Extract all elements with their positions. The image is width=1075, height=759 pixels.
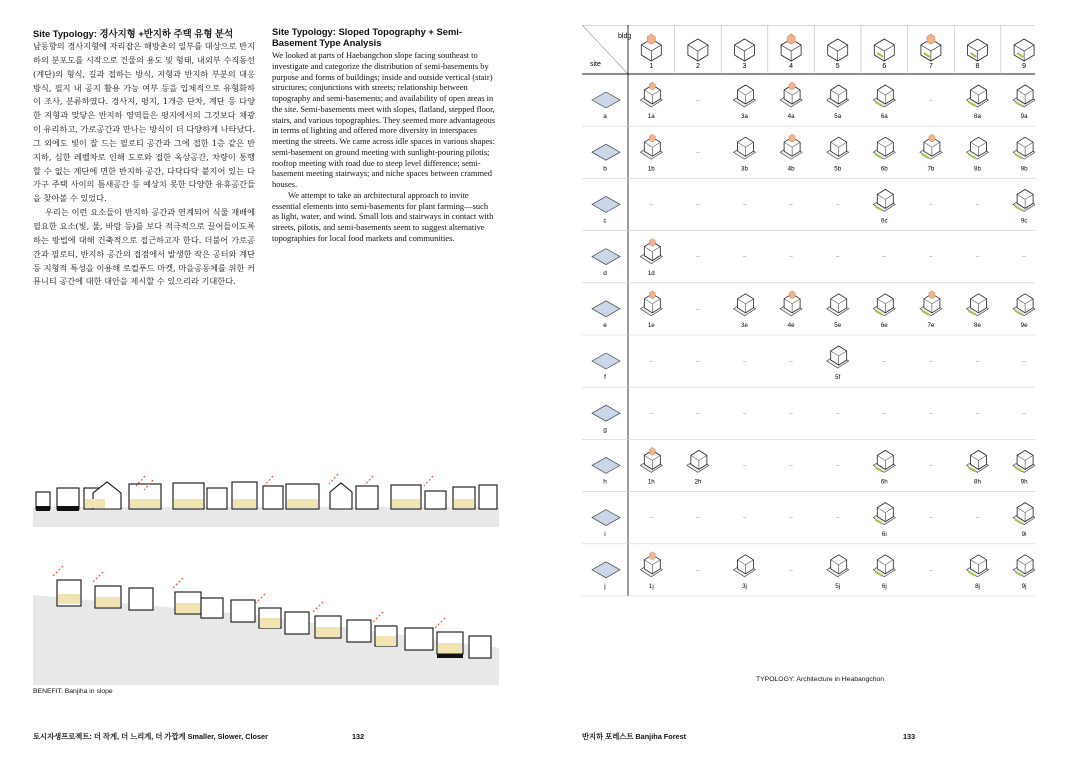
typology-cell-icon: [640, 82, 662, 107]
column-number: 7: [928, 63, 933, 70]
typology-cell-label: 5b: [834, 165, 842, 173]
empty-cell-dash: –: [929, 567, 933, 574]
empty-cell-dash: –: [649, 515, 653, 522]
typology-cell-label: 1e: [647, 322, 655, 329]
typology-cell-icon: [873, 555, 895, 577]
typology-cell-icon: [780, 134, 802, 159]
building-type-icon: [968, 39, 988, 61]
english-heading: Site Typology: Sloped Topography + Semi-Basement Type Analysis: [272, 26, 463, 49]
typology-cell-icon: [967, 137, 989, 159]
typology-cell-icon: [873, 137, 895, 159]
empty-cell-dash: –: [649, 359, 653, 366]
typology-cell-icon: [1013, 137, 1035, 159]
site-type-icon: [592, 353, 620, 369]
english-body: [272, 50, 497, 244]
empty-cell-dash: –: [696, 202, 700, 209]
typology-cell-icon: [780, 291, 802, 316]
empty-cell-dash: –: [975, 254, 980, 261]
empty-cell-dash: –: [742, 359, 747, 366]
typology-cell-icon: [873, 294, 895, 316]
typology-cell-icon: [640, 447, 662, 472]
typology-cell-label: 1b: [647, 165, 655, 173]
typology-cell-icon: [873, 450, 895, 472]
slope-section: [33, 566, 499, 685]
empty-cell-dash: –: [929, 254, 933, 261]
typology-cell-label: 6h: [880, 478, 888, 486]
typology-cell-label: 1a: [647, 113, 655, 121]
building-type-icon: [874, 39, 894, 61]
typology-cell-label: 2h: [694, 478, 702, 486]
empty-cell-dash: –: [1022, 359, 1026, 366]
typology-cell-label: 6b: [880, 165, 888, 173]
typology-cell-label: 5j: [835, 583, 841, 590]
typology-cell-icon: [640, 134, 662, 159]
figure-caption: BENEFIT: Banjiha in slope: [33, 688, 113, 695]
typology-cell-label: 9e: [1020, 322, 1028, 329]
typology-cell-label: 5e: [834, 322, 842, 329]
typology-cell-label: 1d: [647, 269, 655, 277]
empty-cell-dash: –: [975, 515, 980, 522]
site-label: c: [603, 217, 607, 225]
empty-cell-dash: –: [929, 463, 933, 470]
empty-cell-dash: –: [696, 306, 700, 313]
site-label: i: [604, 530, 606, 538]
typology-cell-label: 4e: [787, 322, 795, 329]
korean-paragraph-2: 우리는 이런 요소들이 반지하 공간과 연계되어 식물 재배에 필요한 요소(빛, 물, 바람 등)를 보다 적극적으로 끌어들이도록 하는 방법에 대해 건축적으로 접근하고자 한다. 더불어 가로공간과 필로티, 반지하 공간의 접점에서 발생한 작은 공터와 계단 등 지형적 특성을 이용해 로컬푸드 마켓, 마을공동체를 위한 커뮤니티 공간에 대한 대안을 제시할 수 있으리라 기대한다.: [33, 207, 255, 287]
typology-cell-icon: [827, 137, 849, 159]
typology-cell-label: 9c: [1020, 217, 1028, 225]
typology-cell-label: 6c: [881, 217, 888, 225]
building-type-icon: [1014, 39, 1034, 61]
korean-heading: Site Typology: 경사지형 +반지하 주택 유형 분석: [33, 28, 234, 39]
column-number: 1: [649, 63, 654, 70]
building-type-icon: [641, 34, 661, 61]
column-number: 6: [882, 63, 887, 70]
building-type-icon: [688, 39, 708, 61]
typology-cell-label: 5a: [834, 113, 842, 121]
empty-cell-dash: –: [742, 411, 747, 418]
typology-caption: TYPOLOGY: Architecture in Heabangchon: [756, 676, 885, 683]
typology-cell-icon: [780, 82, 802, 107]
typology-cell-icon: [1013, 450, 1035, 472]
empty-cell-dash: –: [696, 567, 700, 574]
typology-cell-icon: [687, 450, 709, 472]
empty-cell-dash: –: [882, 411, 886, 418]
flat-section: [33, 474, 499, 527]
korean-paragraph-1: 남동향의 경사지형에 자리잡은 해방촌의 일부를 대상으로 반지하의 분포도를 시작으로 건물의 용도 및 형태, 내외부 수직동선(계단)의 형식, 길과 접하는 방식, 지형과 반지하 부분의 대응 방식, 필지 내 공지 활용 가능 여부 등을 입체적으로 유형화하이 조사, 분류하였다. 경사지, 평지, 1개층 단차, 계단 등 다양한 지형과 맞닿은 반지하 영역들은 평지에서의 그것보다 채광이 유리하고, 가로공간과 만나는 방식이 더 다양하게 나타났다. 그 외에도 빛이 잘 드는 필로티 공간과 그에 접한 1층 같은 반지하, 심한 레벨차로 인해 도로와 접한 옥상공간, 차량이 통행할 수 없는 계단에 면한 반지하 공간, 다닥다닥 붙지어 있는 다가구 주택 사이의 틈새공간 등 예상치 못한 다양한 유휴공간들을 찾아볼 수 있었다.: [33, 41, 255, 204]
empty-cell-dash: –: [1022, 254, 1026, 261]
building-type-icon: [781, 34, 801, 61]
empty-cell-dash: –: [789, 463, 793, 470]
typology-cell-icon: [873, 189, 895, 211]
korean-body: [33, 40, 255, 289]
typology-cell-label: 5f: [835, 374, 841, 382]
typology-cell-label: 7b: [927, 165, 935, 173]
column-number: 4: [789, 63, 794, 70]
typology-cell-icon: [1013, 503, 1035, 525]
empty-cell-dash: –: [742, 515, 747, 522]
bldg-header: bldg: [618, 33, 632, 40]
typology-cell-label: 8e: [974, 322, 981, 329]
site-type-icon: [592, 196, 620, 212]
site-header: site: [590, 61, 601, 68]
typology-cell-label: 1j: [648, 583, 654, 590]
empty-cell-dash: –: [929, 98, 933, 105]
typology-cell-label: 9b: [1020, 165, 1028, 173]
typology-cell-label: 4b: [787, 165, 795, 173]
typology-cell-icon: [640, 552, 662, 577]
typology-cell-label: 9j: [1021, 583, 1027, 590]
typology-cell-icon: [827, 85, 849, 107]
empty-cell-dash: –: [882, 254, 886, 261]
typology-cell-icon: [640, 291, 662, 316]
site-label: d: [603, 269, 607, 277]
column-number: 8: [975, 63, 980, 70]
typology-cell-label: 8j: [975, 583, 980, 590]
empty-cell-dash: –: [742, 463, 747, 470]
empty-cell-dash: –: [882, 359, 886, 366]
site-type-icon: [592, 510, 620, 526]
empty-cell-dash: –: [929, 359, 933, 366]
building-type-icon: [921, 34, 941, 61]
empty-cell-dash: –: [975, 202, 980, 209]
typology-cell-label: 4a: [787, 113, 795, 121]
site-type-icon: [592, 301, 620, 317]
typology-cell-icon: [1013, 85, 1035, 107]
typology-cell-label: 3e: [741, 322, 748, 329]
typology-cell-label: 6i: [881, 530, 887, 538]
typology-cell-label: 3j: [742, 583, 747, 590]
site-type-icon: [592, 144, 620, 160]
typology-cell-icon: [1013, 294, 1035, 316]
site-label: f: [604, 374, 606, 382]
typology-cell-icon: [827, 555, 849, 577]
empty-cell-dash: –: [649, 202, 653, 209]
column-number: 9: [1022, 63, 1027, 70]
typology-cell-label: 9h: [1020, 478, 1028, 486]
site-label: e: [603, 322, 607, 329]
empty-cell-dash: –: [789, 202, 793, 209]
typology-cell-icon: [640, 239, 662, 264]
empty-cell-dash: –: [789, 515, 793, 522]
site-type-icon: [592, 457, 620, 473]
typology-cell-label: 7e: [927, 322, 935, 329]
empty-cell-dash: –: [789, 567, 793, 574]
typology-cell-icon: [873, 85, 895, 107]
empty-cell-dash: –: [975, 359, 980, 366]
typology-cell-icon: [827, 294, 849, 316]
site-type-icon: [592, 405, 620, 421]
empty-cell-dash: –: [929, 202, 933, 209]
site-label: a: [603, 113, 607, 121]
site-type-icon: [592, 249, 620, 265]
typology-matrix: [582, 25, 1035, 600]
typology-cell-label: 3a: [741, 113, 748, 121]
empty-cell-dash: –: [742, 202, 747, 209]
empty-cell-dash: –: [836, 254, 840, 261]
typology-cell-label: 6j: [881, 583, 887, 590]
empty-cell-dash: –: [1022, 411, 1026, 418]
site-label: b: [603, 165, 607, 173]
empty-cell-dash: –: [789, 254, 793, 261]
typology-cell-icon: [920, 291, 942, 316]
empty-cell-dash: –: [696, 411, 700, 418]
typology-cell-icon: [1013, 555, 1035, 577]
empty-cell-dash: –: [696, 150, 700, 157]
footer-title-left: 토시자생프로젝트: 더 작게, 더 느리게, 더 가깝게 Smaller, Slower, Closer: [33, 732, 268, 741]
empty-cell-dash: –: [696, 254, 700, 261]
site-type-icon: [592, 562, 620, 578]
slope-section-figure: [33, 470, 501, 685]
empty-cell-dash: –: [696, 98, 700, 105]
typology-cell-icon: [967, 555, 989, 577]
typology-cell-label: 9i: [1021, 530, 1027, 538]
building-type-icon: [735, 39, 755, 61]
typology-cell-label: 9a: [1020, 113, 1028, 121]
footer-title-right: 반지하 포레스트 Banjiha Forest: [582, 732, 687, 741]
typology-cell-icon: [967, 85, 989, 107]
typology-cell-icon: [967, 294, 989, 316]
page-number-right: 133: [903, 732, 916, 741]
typology-cell-label: 3b: [741, 165, 748, 173]
typology-cell-label: 6e: [880, 322, 888, 329]
typology-cell-icon: [920, 134, 942, 159]
empty-cell-dash: –: [649, 411, 653, 418]
english-paragraph-2: We attempt to take an architectural approach to invite essential elements into semi-basements for plant farming—such as light, water, and wind. Small lots and stairways in contact with streets, pilotis, and semi-basements seem to suggest alternative topographies for local food markets and communities.: [272, 189, 494, 243]
typology-cell-icon: [1013, 189, 1035, 211]
page-number-left: 132: [352, 732, 365, 741]
typology-cell-icon: [873, 503, 895, 525]
site-label: j: [604, 583, 606, 590]
empty-cell-dash: –: [929, 515, 933, 522]
empty-cell-dash: –: [836, 411, 840, 418]
typology-cell-label: 6a: [880, 113, 888, 121]
typology-cell-label: 8b: [974, 165, 981, 173]
empty-cell-dash: –: [789, 359, 793, 366]
english-paragraph-1: We looked at parts of Haebangchon slope facing southeast to investigate and categorize the distribution of semi-basements by purpose and forms of buildings; inside and outside vertical (stair) structures; conjunctions with streets; relationship between topography and semi-basements; and availability of open areas in the site. Semi-basements meet with slopes, flatland, stepped floor, stairs, and various topographies. They seemed more advantageous in terms of lighting and offered more diversity in interspaces meeting the streets. We came across idle spaces in various shapes: semi-basement on ground meeting with sunlight-pouring pilotis; rooftop meeting with road due to steep level difference; semi-basement meeting stairways; and niche spaces between crammed houses.: [272, 50, 496, 189]
empty-cell-dash: –: [836, 515, 840, 522]
site-label: g: [603, 426, 607, 434]
column-number: 3: [742, 63, 747, 70]
empty-cell-dash: –: [975, 411, 980, 418]
empty-cell-dash: –: [789, 411, 793, 418]
typology-cell-label: 8a: [974, 113, 981, 121]
typology-cell-label: 8h: [974, 478, 981, 486]
typology-cell-icon: [967, 450, 989, 472]
typology-cell-icon: [734, 555, 756, 577]
typology-cell-icon: [734, 294, 756, 316]
empty-cell-dash: –: [836, 202, 840, 209]
typology-cell-label: 1h: [647, 478, 655, 486]
empty-cell-dash: –: [696, 515, 700, 522]
typology-cell-icon: [734, 137, 756, 159]
typology-cell-icon: [734, 85, 756, 107]
site-label: h: [603, 478, 607, 486]
site-type-icon: [592, 92, 620, 108]
typology-cell-icon: [827, 346, 849, 368]
empty-cell-dash: –: [742, 254, 747, 261]
building-type-icon: [828, 39, 848, 61]
column-number: 2: [695, 63, 700, 70]
column-number: 5: [835, 63, 840, 70]
empty-cell-dash: –: [836, 463, 840, 470]
empty-cell-dash: –: [696, 359, 700, 366]
empty-cell-dash: –: [929, 411, 933, 418]
